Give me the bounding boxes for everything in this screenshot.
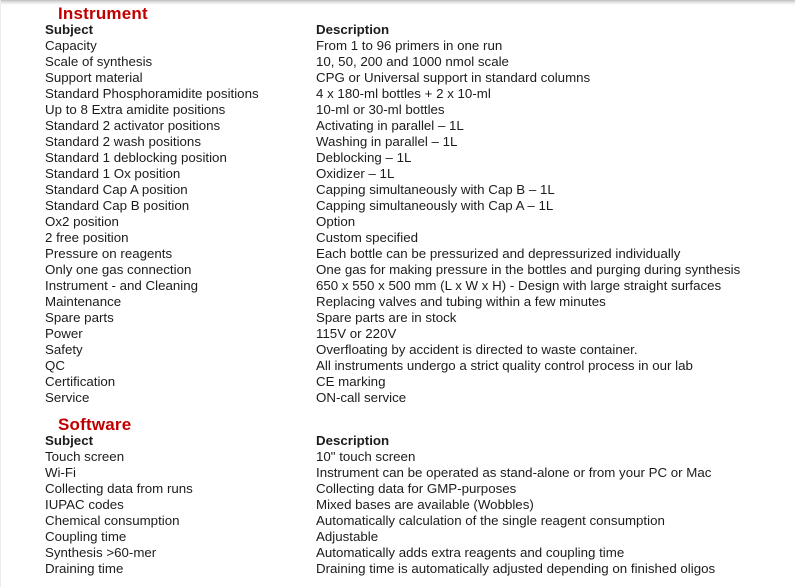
description-cell: Automatically calculation of the single reagent consumption xyxy=(316,513,665,528)
description-cell: Instrument can be operated as stand-alone or from your PC or Mac xyxy=(316,465,712,480)
table-row xyxy=(45,481,795,497)
subject-cell: Instrument - and Cleaning xyxy=(45,278,198,293)
table-row xyxy=(45,449,795,465)
description-cell: Capping simultaneously with Cap A – 1L xyxy=(316,198,554,213)
description-cell: Each bottle can be pressurized and depressurized individually xyxy=(316,246,681,261)
table-row xyxy=(45,182,795,198)
description-cell: Collecting data for GMP-purposes xyxy=(316,481,517,496)
description-cell: Draining time is automatically adjusted depending on finished oligos xyxy=(316,561,716,576)
subject-cell: Standard Cap A position xyxy=(45,182,188,197)
table-row xyxy=(45,294,795,310)
table-row xyxy=(45,54,795,70)
description-cell: Automatically adds extra reagents and coupling time xyxy=(316,545,625,560)
table-row xyxy=(45,513,795,529)
table-row xyxy=(45,198,795,214)
table-row xyxy=(45,310,795,326)
subject-cell: Ox2 position xyxy=(45,214,119,229)
description-cell: 10-ml or 30-ml bottles xyxy=(316,102,445,117)
section-instrument xyxy=(45,5,795,406)
description-cell: CPG or Universal support in standard columns xyxy=(316,70,591,85)
document-page xyxy=(0,5,795,577)
table-row xyxy=(45,465,795,481)
table-row xyxy=(45,278,795,294)
subject-cell: Synthesis >60-mer xyxy=(45,545,157,560)
table-row xyxy=(45,561,795,577)
table-body xyxy=(45,449,795,577)
subject-cell: Up to 8 Extra amidite positions xyxy=(45,102,226,117)
subject-cell: Standard Phosphoramidite positions xyxy=(45,86,259,101)
description-cell: Activating in parallel – 1L xyxy=(316,118,464,133)
column-header-description: Description xyxy=(316,433,390,448)
software-spec-table xyxy=(45,433,795,577)
section-software xyxy=(45,416,795,577)
description-cell: 650 x 550 x 500 mm (L x W x H) - Design with large straight surfaces xyxy=(316,278,722,293)
table-row xyxy=(45,118,795,134)
subject-cell: QC xyxy=(45,358,65,373)
subject-cell: Safety xyxy=(45,342,83,357)
description-cell: CE marking xyxy=(316,374,386,389)
subject-cell: Coupling time xyxy=(45,529,127,544)
table-header-row xyxy=(45,433,795,449)
table-row xyxy=(45,166,795,182)
subject-cell: Standard 1 Ox position xyxy=(45,166,181,181)
description-cell: Washing in parallel – 1L xyxy=(316,134,458,149)
description-cell: 10, 50, 200 and 1000 nmol scale xyxy=(316,54,509,69)
description-cell: 10" touch screen xyxy=(316,449,416,464)
table-row xyxy=(45,246,795,262)
subject-cell: Service xyxy=(45,390,90,405)
subject-cell: Maintenance xyxy=(45,294,122,309)
description-cell: From 1 to 96 primers in one run xyxy=(316,38,503,53)
description-cell: Deblocking – 1L xyxy=(316,150,412,165)
description-cell: Capping simultaneously with Cap B – 1L xyxy=(316,182,555,197)
section-title-instrument: Instrument xyxy=(58,4,148,23)
subject-cell: Scale of synthesis xyxy=(45,54,153,69)
subject-cell: Capacity xyxy=(45,38,97,53)
subject-cell: Support material xyxy=(45,70,143,85)
description-cell: Replacing valves and tubing within a few minutes xyxy=(316,294,606,309)
column-header-subject: Subject xyxy=(45,433,94,448)
table-header-row xyxy=(45,22,795,38)
subject-cell: Pressure on reagents xyxy=(45,246,173,261)
column-header-subject: Subject xyxy=(45,22,94,37)
table-row xyxy=(45,497,795,513)
page-left-edge xyxy=(0,0,1,587)
subject-cell: Only one gas connection xyxy=(45,262,192,277)
column-header-description: Description xyxy=(316,22,390,37)
table-row xyxy=(45,38,795,54)
description-cell: Option xyxy=(316,214,356,229)
subject-cell: 2 free position xyxy=(45,230,129,245)
table-row xyxy=(45,390,795,406)
subject-cell: Certification xyxy=(45,374,116,389)
instrument-spec-table xyxy=(45,22,795,406)
subject-cell: Standard Cap B position xyxy=(45,198,190,213)
table-row xyxy=(45,529,795,545)
table-row xyxy=(45,214,795,230)
table-row xyxy=(45,342,795,358)
subject-cell: Chemical consumption xyxy=(45,513,180,528)
description-cell: Mixed bases are available (Wobbles) xyxy=(316,497,534,512)
subject-cell: Collecting data from runs xyxy=(45,481,193,496)
table-row xyxy=(45,358,795,374)
table-row xyxy=(45,230,795,246)
table-row xyxy=(45,326,795,342)
section-title-software: Software xyxy=(58,415,132,434)
description-cell: 4 x 180-ml bottles + 2 x 10-ml xyxy=(316,86,491,101)
table-row xyxy=(45,262,795,278)
description-cell: ON-call service xyxy=(316,390,407,405)
table-row xyxy=(45,86,795,102)
subject-cell: Standard 1 deblocking position xyxy=(45,150,227,165)
subject-cell: Draining time xyxy=(45,561,124,576)
description-cell: Custom specified xyxy=(316,230,418,245)
subject-cell: Wi-Fi xyxy=(45,465,77,480)
description-cell: One gas for making pressure in the bottles and purging during synthesis xyxy=(316,262,741,277)
description-cell: All instruments undergo a strict quality control process in our lab xyxy=(316,358,693,373)
subject-cell: Spare parts xyxy=(45,310,114,325)
description-cell: Adjustable xyxy=(316,529,379,544)
table-body xyxy=(45,38,795,406)
subject-cell: Standard 2 wash positions xyxy=(45,134,201,149)
subject-cell: Standard 2 activator positions xyxy=(45,118,221,133)
table-row xyxy=(45,374,795,390)
description-cell: Spare parts are in stock xyxy=(316,310,457,325)
table-row xyxy=(45,70,795,86)
table-row xyxy=(45,102,795,118)
subject-cell: IUPAC codes xyxy=(45,497,124,512)
table-row xyxy=(45,134,795,150)
description-cell: Overfloating by accident is directed to waste container. xyxy=(316,342,638,357)
subject-cell: Touch screen xyxy=(45,449,125,464)
description-cell: Oxidizer – 1L xyxy=(316,166,395,181)
table-row xyxy=(45,150,795,166)
description-cell: 115V or 220V xyxy=(316,326,397,341)
table-row xyxy=(45,545,795,561)
subject-cell: Power xyxy=(45,326,83,341)
